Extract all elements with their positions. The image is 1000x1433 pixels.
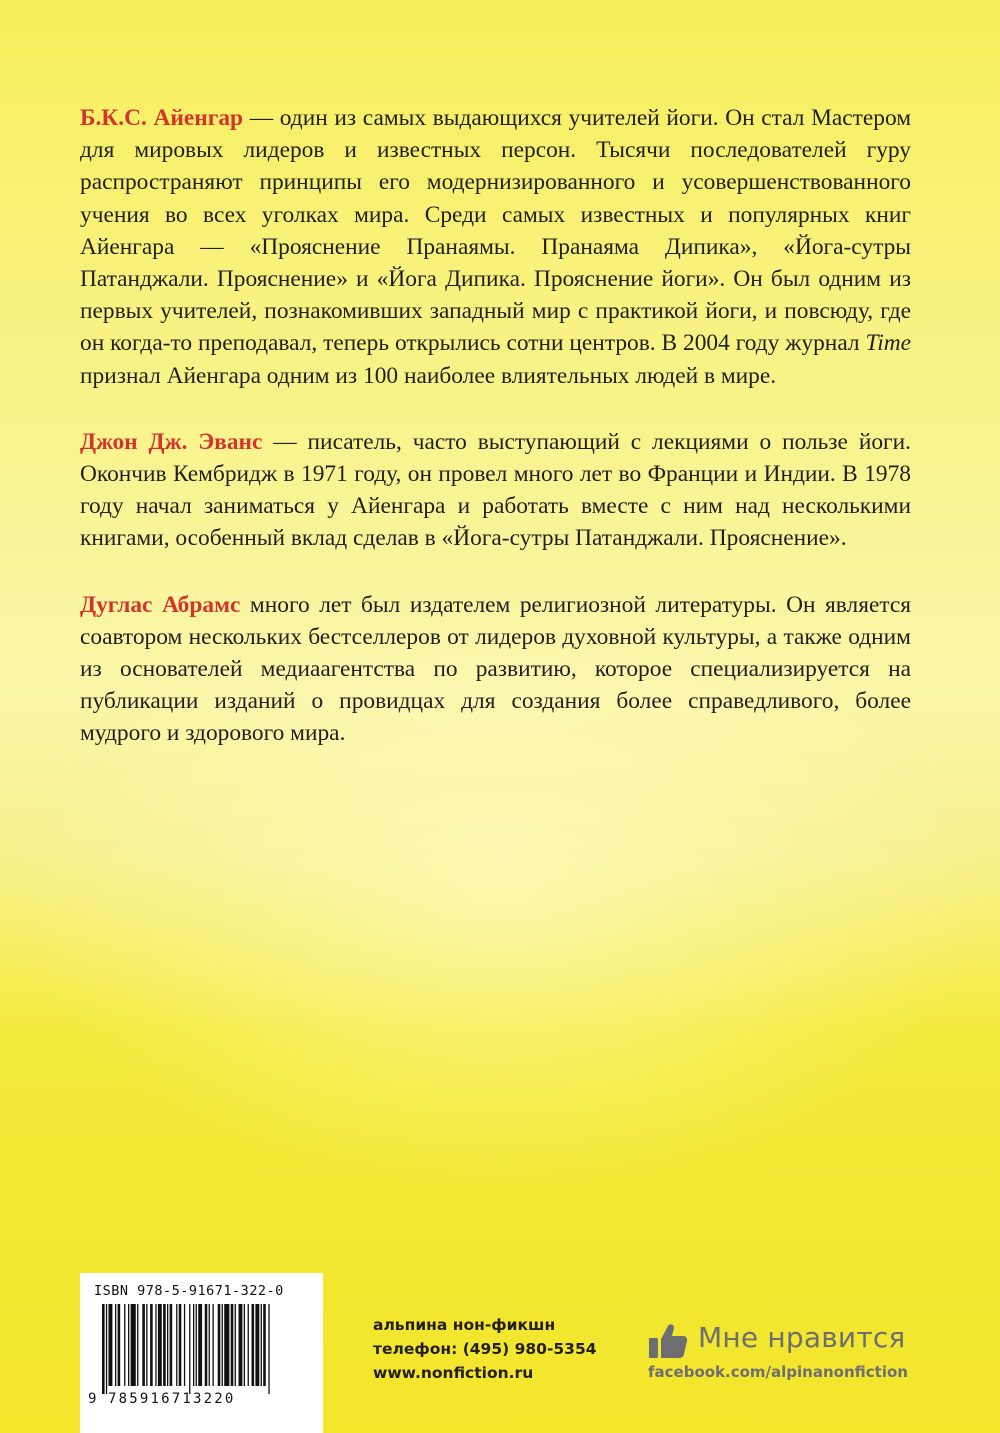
bio-text: много лет был издателем религиозной литературы. Он является соавтором нескольких бестселлеров от лидеров духовной культуры, а также одним из основателей медиаагентства по развитию, которое специализируется на публикации изданий о провидцах для создания более справедливого, более мудрого и здорового мира. xyxy=(80,591,912,747)
magazine-title: Time xyxy=(865,330,911,357)
publisher-name: альпина нон-фикшн xyxy=(373,1316,556,1334)
barcode-icon xyxy=(102,1304,308,1394)
author-name: Джон Дж. Эванс xyxy=(80,428,263,455)
bio-text: — один из самых выдающихся учителей йоги. Он стал Мастером для мировых лидеров и известных персон. Тысячи последователей гуру распространяют принципы его модернизированного и усовершенствованного учения во всех уголках мира. Среди самых известных и популярных книг Айенгара — «Прояснение Пранаямы. Пранаяма Дипика», «Йога-сутры Патанджали. Прояснение» и «Йога Дипика. Прояснение йоги». Он был одним из первых учителей, познакомивших западный мир с практикой йоги, и повсюду, где он когда-то преподавал, теперь открылись сотни центров. В 2004 году журнал xyxy=(80,105,911,357)
bio-abrams xyxy=(80,589,911,750)
bio-text: признал Айенгара одним из 100 наиболее влиятельных людей в мире. xyxy=(80,362,777,389)
ean-digits: 785916713220 xyxy=(108,1391,236,1407)
author-bios xyxy=(80,102,911,784)
ean-first-digit: 9 xyxy=(88,1391,97,1407)
barcode-panel xyxy=(80,1273,323,1433)
author-name: Б.К.С. Айенгар xyxy=(80,105,244,131)
like-label[interactable]: Мне нравится xyxy=(698,1321,906,1354)
publisher-phone: телефон: (495) 980-5354 xyxy=(373,1340,597,1358)
facebook-block xyxy=(648,1318,913,1388)
publisher-info xyxy=(373,1313,597,1385)
facebook-url[interactable]: facebook.com/alpinanonfiction xyxy=(648,1363,908,1381)
author-name: Дуглас Абрамс xyxy=(80,591,241,618)
bio-evans xyxy=(80,426,911,555)
isbn-number: ISBN 978-5-91671-322-0 xyxy=(94,1283,284,1299)
bio-text: — писатель, часто выступающий с лекциями о пользе йоги. Окончив Кембридж в 1971 году, он провел много лет во Франции и Индии. В 1978 году начал заниматься у Айенгара и работать вместе с ним над несколькими книгами, особенный вклад сделав в «Йога-сутры Патанджали. Прояснение». xyxy=(80,428,911,552)
thumbs-up-icon[interactable] xyxy=(648,1323,688,1359)
publisher-website[interactable]: www.nonfiction.ru xyxy=(373,1364,534,1382)
bio-iyengar xyxy=(80,102,911,392)
